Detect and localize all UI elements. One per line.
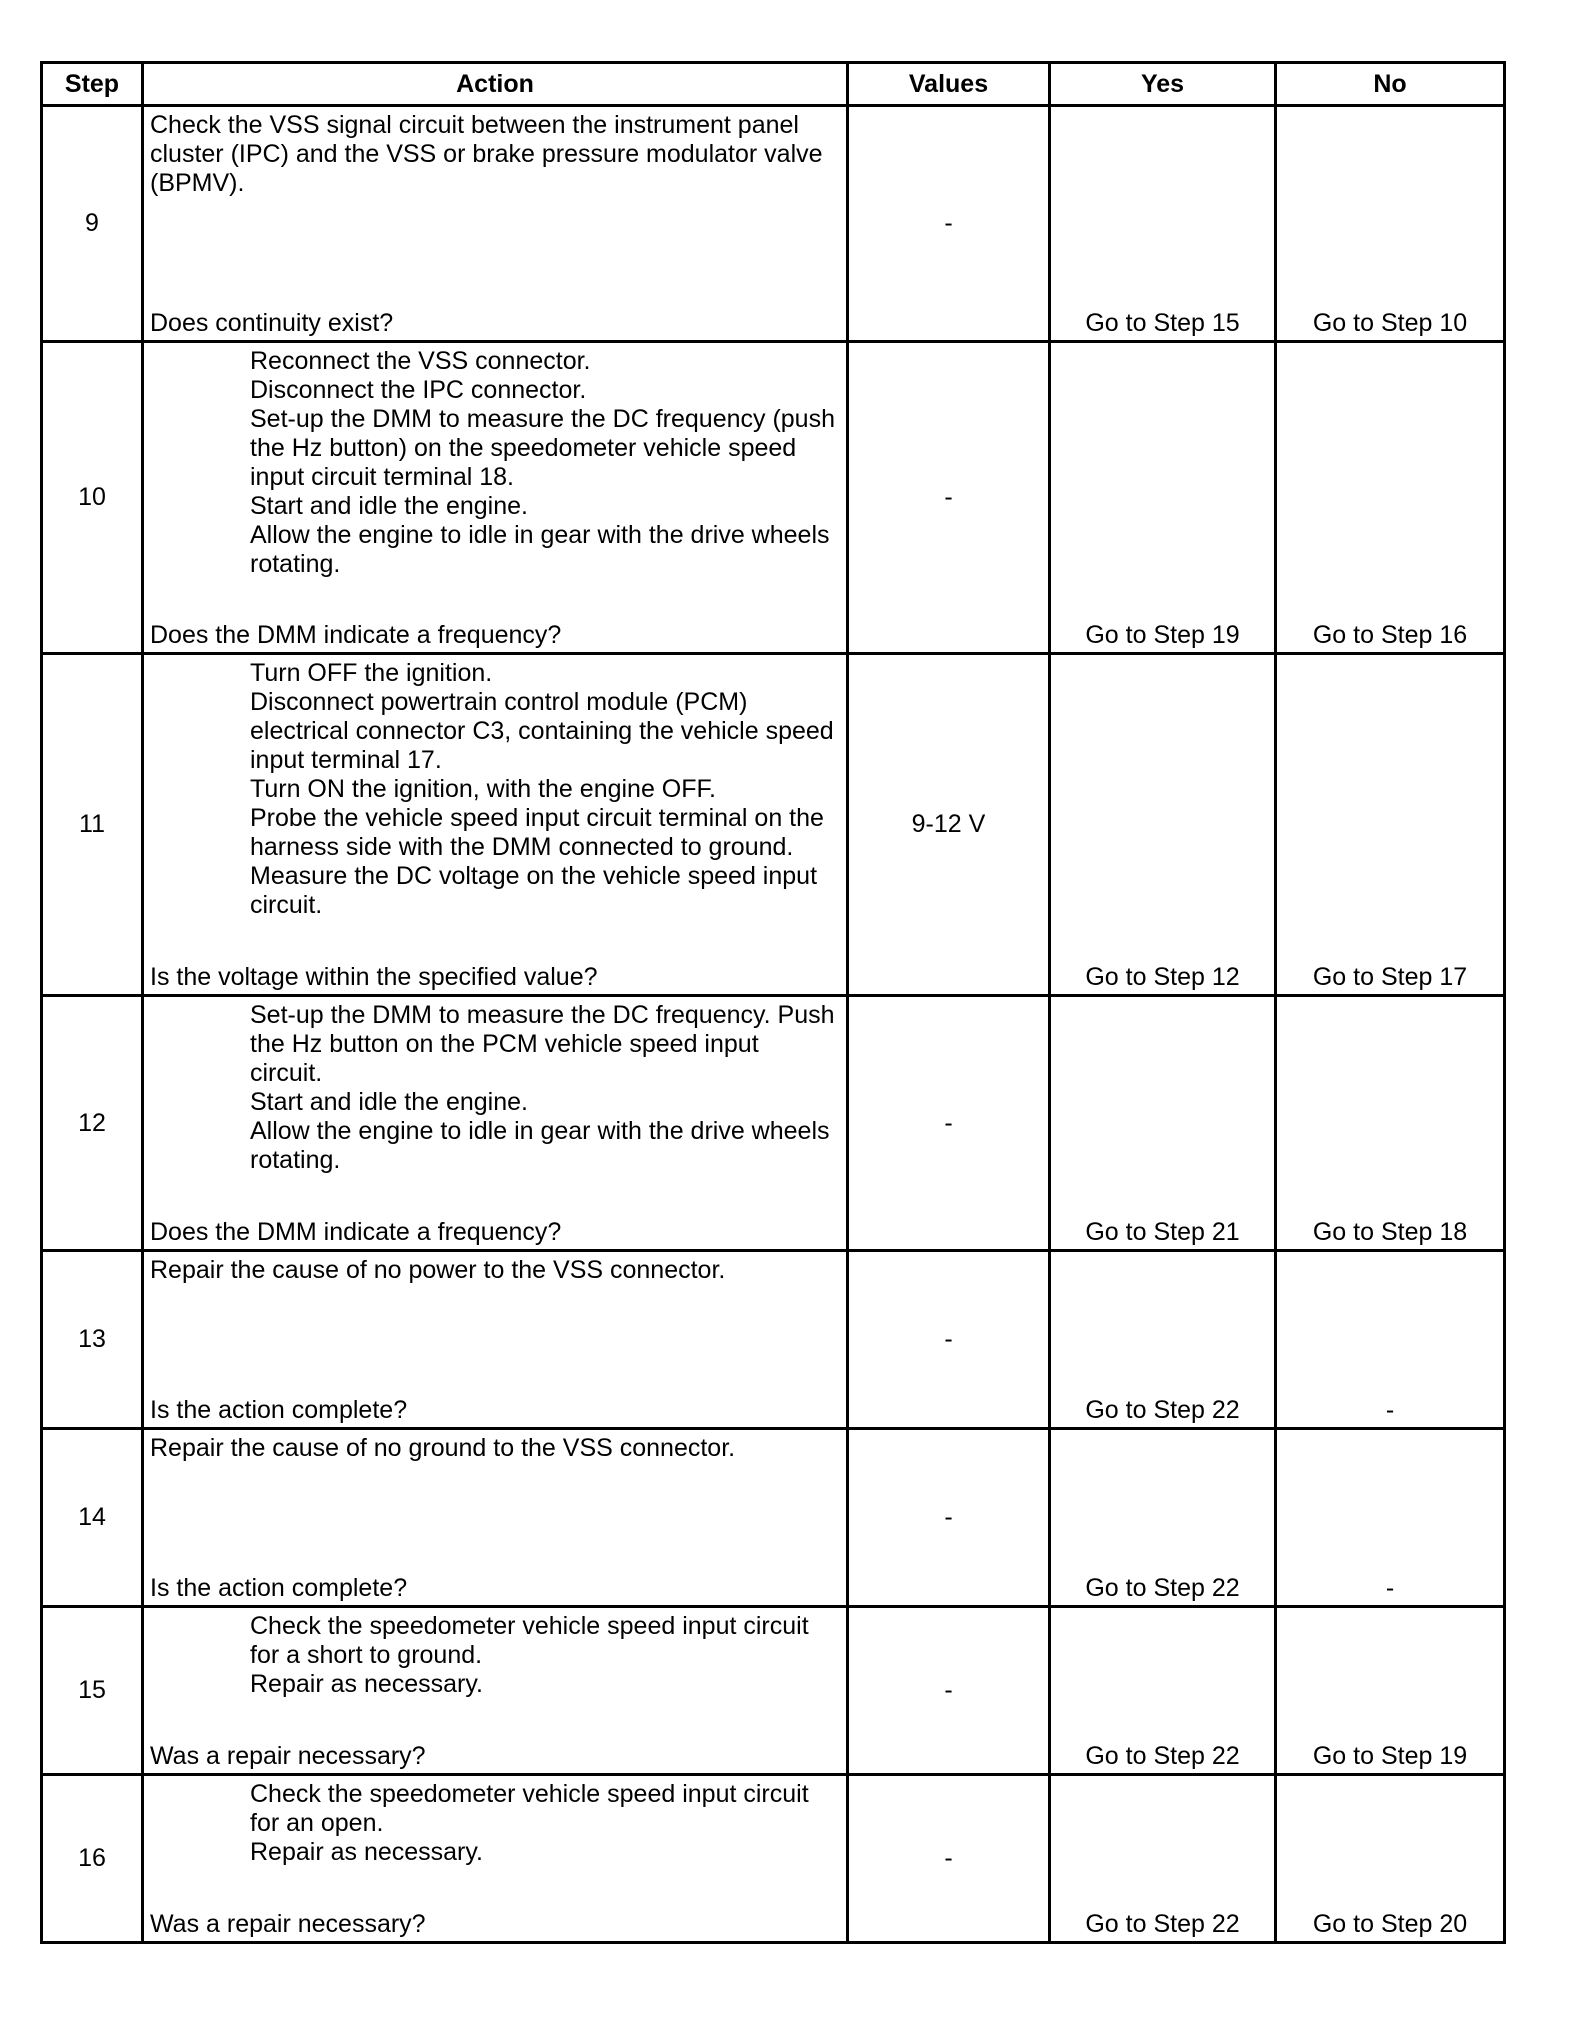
table-row bbox=[42, 1251, 1505, 1429]
action-line: Check the VSS signal circuit between the instrument panel bbox=[150, 111, 799, 139]
action-line: Set-up the DMM to measure the DC frequency. Push bbox=[250, 1001, 835, 1029]
action-line: Start and idle the engine. bbox=[250, 1088, 528, 1116]
action-line: Set-up the DMM to measure the DC frequency (push bbox=[250, 405, 835, 433]
header-step: Step bbox=[42, 63, 143, 106]
action-line: circuit. bbox=[250, 891, 323, 919]
step-number: 14 bbox=[42, 1429, 143, 1607]
action-line: Measure the DC voltage on the vehicle speed input bbox=[250, 862, 818, 890]
action-instructions bbox=[144, 343, 846, 579]
step-number: 15 bbox=[42, 1607, 143, 1775]
yes-cell: Go to Step 22 bbox=[1050, 1775, 1276, 1943]
header-no: No bbox=[1276, 63, 1505, 106]
yes-cell: Go to Step 21 bbox=[1050, 996, 1276, 1251]
table-header bbox=[42, 63, 1505, 106]
action-line: input circuit terminal 18. bbox=[250, 463, 515, 491]
action-question: Was a repair necessary? bbox=[150, 1910, 426, 1938]
action-line: for a short to ground. bbox=[250, 1641, 483, 1669]
value-cell: - bbox=[848, 1251, 1050, 1429]
action-instructions bbox=[144, 1608, 846, 1699]
action-cell bbox=[143, 106, 848, 342]
action-line: Repair the cause of no ground to the VSS connector. bbox=[150, 1434, 736, 1462]
action-line: Check the speedometer vehicle speed input circuit bbox=[250, 1780, 809, 1808]
action-line: Check the speedometer vehicle speed input circuit bbox=[250, 1612, 809, 1640]
action-line: circuit. bbox=[250, 1059, 323, 1087]
yes-cell: Go to Step 15 bbox=[1050, 106, 1276, 342]
action-line: Allow the engine to idle in gear with the drive wheels bbox=[250, 521, 830, 549]
action-cell bbox=[143, 1775, 848, 1943]
action-line: rotating. bbox=[250, 550, 341, 578]
step-number: 9 bbox=[42, 106, 143, 342]
action-cell bbox=[143, 1429, 848, 1607]
action-line: (BPMV). bbox=[150, 169, 245, 197]
action-cell bbox=[143, 996, 848, 1251]
action-instructions bbox=[144, 1252, 846, 1285]
value-cell: - bbox=[848, 106, 1050, 342]
table-row bbox=[42, 342, 1505, 654]
step-number: 13 bbox=[42, 1251, 143, 1429]
action-question: Was a repair necessary? bbox=[150, 1742, 426, 1770]
table-row bbox=[42, 1429, 1505, 1607]
action-question: Is the action complete? bbox=[150, 1574, 408, 1602]
action-cell bbox=[143, 342, 848, 654]
action-cell bbox=[143, 1251, 848, 1429]
value-cell: - bbox=[848, 342, 1050, 654]
no-cell: Go to Step 19 bbox=[1276, 1607, 1505, 1775]
table-row bbox=[42, 1775, 1505, 1943]
action-line: input terminal 17. bbox=[250, 746, 442, 774]
value-cell: - bbox=[848, 996, 1050, 1251]
action-line: Disconnect powertrain control module (PCM) bbox=[250, 688, 748, 716]
action-line: Disconnect the IPC connector. bbox=[250, 376, 587, 404]
value-cell: - bbox=[848, 1607, 1050, 1775]
value-cell: - bbox=[848, 1775, 1050, 1943]
table-row bbox=[42, 654, 1505, 996]
action-line: Turn OFF the ignition. bbox=[250, 659, 493, 687]
action-instructions bbox=[144, 655, 846, 920]
diagnostic-table bbox=[40, 61, 1506, 1944]
action-line: Probe the vehicle speed input circuit terminal on the bbox=[250, 804, 824, 832]
action-instructions bbox=[144, 1776, 846, 1867]
action-question: Does continuity exist? bbox=[150, 309, 394, 337]
action-instructions bbox=[144, 997, 846, 1175]
no-cell: Go to Step 17 bbox=[1276, 654, 1505, 996]
yes-cell: Go to Step 22 bbox=[1050, 1251, 1276, 1429]
action-question: Is the action complete? bbox=[150, 1396, 408, 1424]
action-line: the Hz button on the PCM vehicle speed input bbox=[250, 1030, 759, 1058]
table-row bbox=[42, 106, 1505, 342]
action-line: Allow the engine to idle in gear with the drive wheels bbox=[250, 1117, 830, 1145]
action-cell bbox=[143, 1607, 848, 1775]
no-cell: Go to Step 16 bbox=[1276, 342, 1505, 654]
no-cell: Go to Step 18 bbox=[1276, 996, 1505, 1251]
action-instructions bbox=[144, 1430, 846, 1463]
action-line: electrical connector C3, containing the vehicle speed bbox=[250, 717, 834, 745]
action-line: harness side with the DMM connected to ground. bbox=[250, 833, 794, 861]
action-question: Does the DMM indicate a frequency? bbox=[150, 621, 562, 649]
action-question: Is the voltage within the specified value? bbox=[150, 963, 598, 991]
action-line: Reconnect the VSS connector. bbox=[250, 347, 591, 375]
step-number: 10 bbox=[42, 342, 143, 654]
action-line: Start and idle the engine. bbox=[250, 492, 528, 520]
value-cell: 9-12 V bbox=[848, 654, 1050, 996]
action-line: Turn ON the ignition, with the engine OFF. bbox=[250, 775, 716, 803]
step-number: 16 bbox=[42, 1775, 143, 1943]
step-number: 12 bbox=[42, 996, 143, 1251]
table-row bbox=[42, 1607, 1505, 1775]
header-values: Values bbox=[848, 63, 1050, 106]
table-row bbox=[42, 996, 1505, 1251]
yes-cell: Go to Step 12 bbox=[1050, 654, 1276, 996]
no-cell: Go to Step 20 bbox=[1276, 1775, 1505, 1943]
action-line: Repair as necessary. bbox=[250, 1838, 483, 1866]
action-question: Does the DMM indicate a frequency? bbox=[150, 1218, 562, 1246]
action-line: rotating. bbox=[250, 1146, 341, 1174]
value-cell: - bbox=[848, 1429, 1050, 1607]
yes-cell: Go to Step 22 bbox=[1050, 1607, 1276, 1775]
step-number: 11 bbox=[42, 654, 143, 996]
no-cell: - bbox=[1276, 1429, 1505, 1607]
header-yes: Yes bbox=[1050, 63, 1276, 106]
no-cell: - bbox=[1276, 1251, 1505, 1429]
action-line: for an open. bbox=[250, 1809, 384, 1837]
action-instructions bbox=[144, 107, 846, 198]
action-cell bbox=[143, 654, 848, 996]
action-line: Repair as necessary. bbox=[250, 1670, 483, 1698]
header-action: Action bbox=[143, 63, 848, 106]
no-cell: Go to Step 10 bbox=[1276, 106, 1505, 342]
action-line: Repair the cause of no power to the VSS connector. bbox=[150, 1256, 726, 1284]
yes-cell: Go to Step 19 bbox=[1050, 342, 1276, 654]
action-line: the Hz button) on the speedometer vehicle speed bbox=[250, 434, 797, 462]
action-line: cluster (IPC) and the VSS or brake pressure modulator valve bbox=[150, 140, 823, 168]
yes-cell: Go to Step 22 bbox=[1050, 1429, 1276, 1607]
